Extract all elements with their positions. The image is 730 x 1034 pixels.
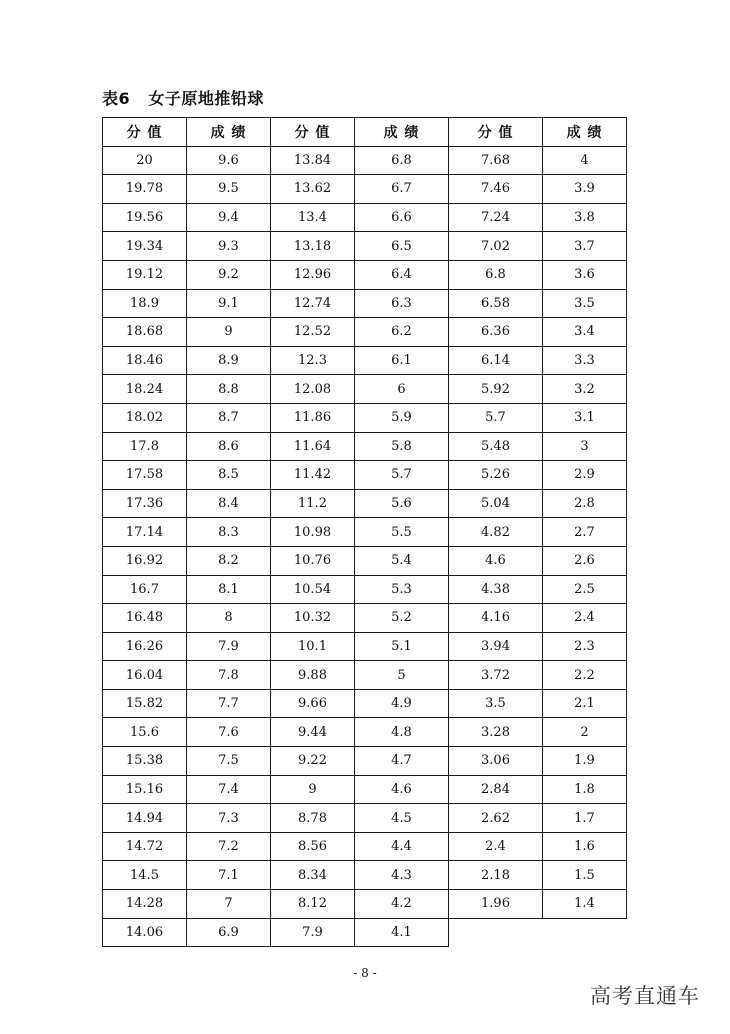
result-cell: 8.9 xyxy=(187,346,271,375)
result-cell: 2.1 xyxy=(543,689,627,718)
table-row xyxy=(103,632,627,661)
result-cell: 3.6 xyxy=(543,260,627,289)
score-cell: 10.98 xyxy=(271,518,355,547)
score-cell: 7.02 xyxy=(449,232,543,261)
result-cell: 6.7 xyxy=(355,175,449,204)
result-cell: 3.3 xyxy=(543,346,627,375)
result-cell: 8.8 xyxy=(187,375,271,404)
header-result: 成 绩 xyxy=(543,118,627,147)
result-cell: 7.4 xyxy=(187,775,271,804)
result-cell: 4 xyxy=(543,146,627,175)
score-cell: 12.3 xyxy=(271,346,355,375)
result-cell: 5.3 xyxy=(355,575,449,604)
score-cell: 3.06 xyxy=(449,747,543,776)
result-cell: 7.7 xyxy=(187,689,271,718)
result-cell: 1.8 xyxy=(543,775,627,804)
score-cell: 16.92 xyxy=(103,546,187,575)
result-cell: 6.4 xyxy=(355,260,449,289)
score-cell: 10.54 xyxy=(271,575,355,604)
score-cell: 4.38 xyxy=(449,575,543,604)
score-cell: 2.84 xyxy=(449,775,543,804)
table-row xyxy=(103,918,627,947)
score-cell: 6.8 xyxy=(449,260,543,289)
score-cell: 9 xyxy=(271,775,355,804)
result-cell: 5.2 xyxy=(355,604,449,633)
header-score: 分 值 xyxy=(103,118,187,147)
score-cell: 8.34 xyxy=(271,861,355,890)
table-row xyxy=(103,804,627,833)
score-cell: 16.26 xyxy=(103,632,187,661)
result-cell: 4.6 xyxy=(355,775,449,804)
table-row xyxy=(103,146,627,175)
header-score: 分 值 xyxy=(449,118,543,147)
result-cell: 2.3 xyxy=(543,632,627,661)
table-title: 表6 女子原地推铅球 xyxy=(102,89,264,108)
result-cell: 1.5 xyxy=(543,861,627,890)
result-cell: 6.6 xyxy=(355,203,449,232)
score-cell: 6.36 xyxy=(449,318,543,347)
score-cell: 13.18 xyxy=(271,232,355,261)
score-cell: 10.76 xyxy=(271,546,355,575)
table-row xyxy=(103,346,627,375)
result-cell: 7.9 xyxy=(187,632,271,661)
watermark-logo: 高考直通车 xyxy=(590,984,700,1008)
result-cell: 7.6 xyxy=(187,718,271,747)
score-cell: 17.14 xyxy=(103,518,187,547)
table-row xyxy=(103,604,627,633)
result-cell: 1.9 xyxy=(543,747,627,776)
score-cell: 8.12 xyxy=(271,890,355,919)
score-cell: 2.62 xyxy=(449,804,543,833)
table-row xyxy=(103,260,627,289)
score-cell: 16.7 xyxy=(103,575,187,604)
score-cell: 13.62 xyxy=(271,175,355,204)
result-cell: 5.8 xyxy=(355,432,449,461)
result-cell: 2 xyxy=(543,718,627,747)
result-cell: 8.5 xyxy=(187,461,271,490)
header-result: 成 绩 xyxy=(355,118,449,147)
result-cell: 6.5 xyxy=(355,232,449,261)
result-cell: 9.4 xyxy=(187,203,271,232)
result-cell: 4.9 xyxy=(355,689,449,718)
result-cell: 8.4 xyxy=(187,489,271,518)
table-row xyxy=(103,689,627,718)
score-cell: 8.56 xyxy=(271,832,355,861)
score-cell: 17.36 xyxy=(103,489,187,518)
score-cell: 7.68 xyxy=(449,146,543,175)
score-cell: 19.56 xyxy=(103,203,187,232)
score-cell: 14.72 xyxy=(103,832,187,861)
result-cell: 1.6 xyxy=(543,832,627,861)
result-cell: 4.1 xyxy=(355,918,449,947)
result-cell: 8.3 xyxy=(187,518,271,547)
table-row xyxy=(103,775,627,804)
score-cell: 3.72 xyxy=(449,661,543,690)
result-cell: 3.9 xyxy=(543,175,627,204)
result-cell: 6 xyxy=(355,375,449,404)
score-cell: 20 xyxy=(103,146,187,175)
result-cell: 8.6 xyxy=(187,432,271,461)
score-cell: 6.14 xyxy=(449,346,543,375)
result-cell: 6.2 xyxy=(355,318,449,347)
score-cell: 15.38 xyxy=(103,747,187,776)
score-cell: 19.78 xyxy=(103,175,187,204)
result-cell: 9.3 xyxy=(187,232,271,261)
score-cell: 8.78 xyxy=(271,804,355,833)
table-row xyxy=(103,461,627,490)
table-row xyxy=(103,747,627,776)
score-cell: 5.7 xyxy=(449,403,543,432)
result-cell: 4.4 xyxy=(355,832,449,861)
result-cell: 3.5 xyxy=(543,289,627,318)
table-row xyxy=(103,289,627,318)
result-cell: 6.8 xyxy=(355,146,449,175)
result-cell: 5.1 xyxy=(355,632,449,661)
score-cell: 12.74 xyxy=(271,289,355,318)
score-cell: 18.9 xyxy=(103,289,187,318)
result-cell: 6.9 xyxy=(187,918,271,947)
score-cell: 17.58 xyxy=(103,461,187,490)
table-row xyxy=(103,661,627,690)
result-cell: 3.4 xyxy=(543,318,627,347)
result-cell: 8.1 xyxy=(187,575,271,604)
score-cell: 15.16 xyxy=(103,775,187,804)
result-cell: 7.8 xyxy=(187,661,271,690)
result-cell: 7.2 xyxy=(187,832,271,861)
score-cell: 17.8 xyxy=(103,432,187,461)
result-cell xyxy=(543,918,627,947)
result-cell: 2.4 xyxy=(543,604,627,633)
result-cell: 9.6 xyxy=(187,146,271,175)
score-cell: 3.28 xyxy=(449,718,543,747)
result-cell: 5.4 xyxy=(355,546,449,575)
table-row xyxy=(103,518,627,547)
score-cell: 14.28 xyxy=(103,890,187,919)
score-cell: 12.96 xyxy=(271,260,355,289)
score-cell xyxy=(449,918,543,947)
score-cell: 19.34 xyxy=(103,232,187,261)
score-cell: 9.88 xyxy=(271,661,355,690)
table-row xyxy=(103,232,627,261)
result-cell: 8 xyxy=(187,604,271,633)
score-cell: 14.06 xyxy=(103,918,187,947)
score-cell: 5.92 xyxy=(449,375,543,404)
score-cell: 7.24 xyxy=(449,203,543,232)
score-cell: 11.42 xyxy=(271,461,355,490)
table-row xyxy=(103,546,627,575)
result-cell: 7.3 xyxy=(187,804,271,833)
result-cell: 3.2 xyxy=(543,375,627,404)
table-row xyxy=(103,489,627,518)
score-cell: 2.18 xyxy=(449,861,543,890)
score-cell: 14.94 xyxy=(103,804,187,833)
score-cell: 5.48 xyxy=(449,432,543,461)
score-table xyxy=(102,117,627,947)
table-row xyxy=(103,575,627,604)
result-cell: 5.5 xyxy=(355,518,449,547)
score-cell: 9.66 xyxy=(271,689,355,718)
score-cell: 9.44 xyxy=(271,718,355,747)
table-row xyxy=(103,718,627,747)
score-cell: 15.82 xyxy=(103,689,187,718)
result-cell: 8.2 xyxy=(187,546,271,575)
result-cell: 6.1 xyxy=(355,346,449,375)
score-cell: 14.5 xyxy=(103,861,187,890)
result-cell: 3.8 xyxy=(543,203,627,232)
result-cell: 4.3 xyxy=(355,861,449,890)
table-row xyxy=(103,861,627,890)
score-cell: 5.26 xyxy=(449,461,543,490)
score-cell: 18.68 xyxy=(103,318,187,347)
score-cell: 5.04 xyxy=(449,489,543,518)
result-cell: 2.8 xyxy=(543,489,627,518)
result-cell: 2.9 xyxy=(543,461,627,490)
result-cell: 3.7 xyxy=(543,232,627,261)
result-cell: 9.5 xyxy=(187,175,271,204)
result-cell: 4.5 xyxy=(355,804,449,833)
result-cell: 9.1 xyxy=(187,289,271,318)
result-cell: 1.4 xyxy=(543,890,627,919)
result-cell: 9 xyxy=(187,318,271,347)
table-row xyxy=(103,175,627,204)
result-cell: 5.9 xyxy=(355,403,449,432)
score-cell: 15.6 xyxy=(103,718,187,747)
result-cell: 8.7 xyxy=(187,403,271,432)
table-row xyxy=(103,203,627,232)
score-cell: 7.46 xyxy=(449,175,543,204)
score-cell: 18.46 xyxy=(103,346,187,375)
result-cell: 5.6 xyxy=(355,489,449,518)
result-cell: 5 xyxy=(355,661,449,690)
score-cell: 16.48 xyxy=(103,604,187,633)
result-cell: 7 xyxy=(187,890,271,919)
score-cell: 6.58 xyxy=(449,289,543,318)
result-cell: 7.1 xyxy=(187,861,271,890)
score-cell: 10.32 xyxy=(271,604,355,633)
score-cell: 16.04 xyxy=(103,661,187,690)
table-row xyxy=(103,832,627,861)
page-number: - 8 - xyxy=(353,966,377,980)
score-cell: 11.86 xyxy=(271,403,355,432)
score-cell: 13.4 xyxy=(271,203,355,232)
result-cell: 3.1 xyxy=(543,403,627,432)
result-cell: 2.5 xyxy=(543,575,627,604)
score-cell: 9.22 xyxy=(271,747,355,776)
score-cell: 12.08 xyxy=(271,375,355,404)
header-result: 成 绩 xyxy=(187,118,271,147)
score-cell: 1.96 xyxy=(449,890,543,919)
score-cell: 18.02 xyxy=(103,403,187,432)
score-cell: 11.2 xyxy=(271,489,355,518)
score-cell: 4.82 xyxy=(449,518,543,547)
table-row xyxy=(103,375,627,404)
result-cell: 2.7 xyxy=(543,518,627,547)
score-cell: 4.16 xyxy=(449,604,543,633)
result-cell: 7.5 xyxy=(187,747,271,776)
score-cell: 18.24 xyxy=(103,375,187,404)
result-cell: 4.2 xyxy=(355,890,449,919)
result-cell: 2.2 xyxy=(543,661,627,690)
table-row xyxy=(103,432,627,461)
score-cell: 13.84 xyxy=(271,146,355,175)
header-score: 分 值 xyxy=(271,118,355,147)
result-cell: 4.8 xyxy=(355,718,449,747)
score-cell: 19.12 xyxy=(103,260,187,289)
score-cell: 7.9 xyxy=(271,918,355,947)
result-cell: 5.7 xyxy=(355,461,449,490)
score-cell: 10.1 xyxy=(271,632,355,661)
score-cell: 11.64 xyxy=(271,432,355,461)
result-cell: 6.3 xyxy=(355,289,449,318)
result-cell: 3 xyxy=(543,432,627,461)
table-row xyxy=(103,890,627,919)
result-cell: 4.7 xyxy=(355,747,449,776)
score-cell: 3.5 xyxy=(449,689,543,718)
score-cell: 12.52 xyxy=(271,318,355,347)
table-header-row xyxy=(103,118,627,147)
score-cell: 3.94 xyxy=(449,632,543,661)
table-row xyxy=(103,403,627,432)
result-cell: 2.6 xyxy=(543,546,627,575)
result-cell: 1.7 xyxy=(543,804,627,833)
table-row xyxy=(103,318,627,347)
result-cell: 9.2 xyxy=(187,260,271,289)
score-cell: 4.6 xyxy=(449,546,543,575)
score-cell: 2.4 xyxy=(449,832,543,861)
